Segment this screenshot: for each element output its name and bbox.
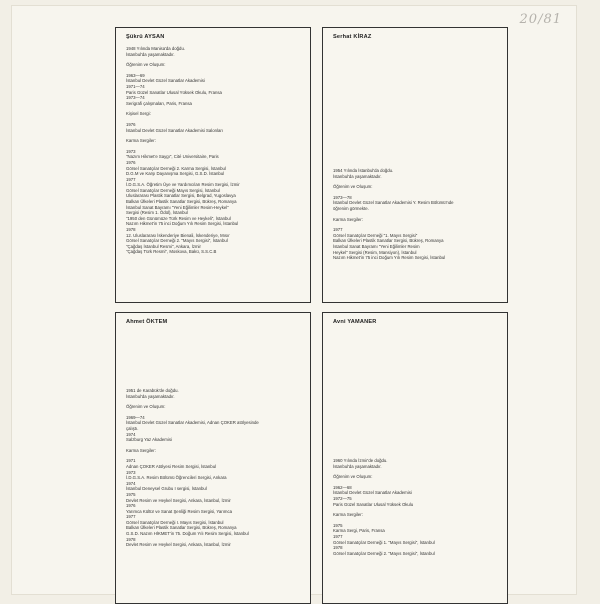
bio-line: 1978: [126, 536, 136, 542]
bio-line: İstanbul'da yaşamaktadır.: [126, 393, 175, 399]
bio-line: Öğrenim ve Oluşum:: [333, 474, 373, 480]
bio-line: Görsel Sanatçılar Derneği Mayıs Sergisi, İstanbul: [126, 187, 220, 193]
bio-line: "1950 den Günümüze Türk Resim ve Heykeli", İstanbul: [126, 215, 231, 221]
bio-line: 1974: [126, 431, 136, 437]
bio-line: Balkan Ülkeleri Plastik Sanatlar Sergisi, Bükreş, Romanya: [126, 525, 237, 531]
artist-panel-kiraz: [322, 27, 508, 303]
bio-line: Karma Sergiler:: [333, 216, 363, 222]
bio-line: 1973: [126, 469, 136, 475]
bio-line: 12. Uluslararası İskenderiye Bienali, İskenderiye, Mısır: [126, 232, 230, 238]
bio-line: Salzburg Yaz Akademisi: [126, 437, 172, 443]
bio-line: İstanbul Devlet Güzel Sanatlar Akademisi: [333, 490, 412, 496]
bio-line: Karma Sergiler:: [333, 512, 363, 518]
artist-name: Avni YAMANER: [333, 319, 377, 325]
bio-line: Nazım Hikmet'in 75 inci Doğum Yılı Resim Sergisi, İstanbul: [333, 255, 446, 261]
bio-line: İstanbul Devlet Güzel Sanatlar Akademisi Y. Resim Bölümü'nde: [333, 200, 454, 206]
bio-line: 1977: [126, 514, 136, 520]
bio-line: İstanbul'da yaşamaktadır.: [333, 173, 382, 179]
bio-line: Yarımca Kültür ve Sanat Şenliği Resim Sergisi, Yarımca: [126, 508, 233, 514]
bio-line: Devlet Resim ve Heykel Sergisi, Ankara, İstanbul, İzmir: [126, 497, 231, 503]
bio-line: İstanbul Sanat Bayramı "Yeni Eğilimler Resim: [333, 243, 420, 249]
bio-line: Nazım Hikmet'in 75 inci Doğum Yılı Resim Sergisi, İstanbul: [126, 221, 239, 227]
bio-line: 1977: [126, 176, 136, 182]
bio-line: "Çağdaş Türk Resmi", Moskova, Bakü, S.S.C.B: [126, 249, 217, 255]
catalog-page: [12, 6, 576, 594]
bio-line: 1977: [333, 227, 343, 233]
artist-biography: [126, 46, 304, 255]
bio-line: Adnan ÇOKER Atölyesi Resim Sergisi, İstanbul: [126, 463, 217, 469]
artist-biography: [126, 388, 304, 548]
bio-line: Balkan Ülkeleri Plastik Sanatlar Sergisi, Bükreş, Romanya: [126, 199, 237, 205]
bio-line: Öğrenim ve Oluşum:: [126, 404, 166, 410]
bio-line: 1976: [126, 121, 136, 127]
bio-line: "Çağdaş İstanbul Resmi", Ankara, İzmir: [126, 243, 201, 249]
bio-line: Devlet Resim ve Heykel Sergisi, Ankara, İstanbul, İzmir: [126, 542, 231, 548]
bio-line: Karma Sergi, Paris, Fransa: [333, 528, 385, 534]
bio-line: 1973—78: [333, 194, 352, 200]
bio-line: Görsel Sanatçılar Derneği 1. "Mayıs Sergisi", İstanbul: [333, 539, 435, 545]
bio-line: 1975: [126, 491, 136, 497]
bio-line: Karma Sergiler:: [126, 447, 156, 453]
artist-panel-aysan: [115, 27, 311, 303]
bio-line: İstanbul Sanat Bayramı "Yeni Eğilimler Resim-Heykel": [126, 204, 229, 210]
bio-line: Sergisi (Resim 1. Ödül), İstanbul: [126, 210, 188, 216]
bio-line: Görsel Sanatçılar Derneği 2. "Mayıs Sergisi", İstanbul: [126, 238, 228, 244]
bio-line: Paris Güzel Sanatlar Ulusal Yüksek Okulu, Fransa: [126, 89, 222, 95]
bio-line: İstanbul Devlet Güzel Sanatlar Akademisi Salonları: [126, 127, 223, 133]
bio-line: 1962—68: [333, 484, 352, 490]
bio-line: Görsel Sanatçılar Derneği 2. "Mayıs Sergisi", İstanbul: [333, 550, 435, 556]
bio-line: 1960 Yılında İzmir'de doğdu.: [333, 458, 388, 463]
bio-line: Balkan Ülkeleri Plastik Sanatlar Sergisi, Bükreş, Romanya: [333, 238, 444, 244]
artist-name: Serhat KİRAZ: [333, 34, 372, 40]
bio-line: 1977: [333, 533, 343, 539]
bio-line: İ.D.G.S.A. Resim Bölümü Öğrencileri Sergisi, Ankara: [126, 475, 227, 481]
bio-line: İstanbul Deneysel Grubu I sergisi, İstanbul: [126, 486, 207, 492]
bio-line: Serigrafi çalışmaları, Paris, Fransa: [126, 100, 192, 106]
bio-line: 1963—69: [126, 72, 145, 78]
artist-biography: [333, 168, 501, 261]
bio-line: Karma Sergiler:: [126, 138, 156, 144]
artist-panel-yamaner: [322, 312, 508, 604]
bio-line: G.S.D. Nazım HİKMET'in 75. Doğum Yılı Resim Sergisi, İstanbul: [126, 531, 249, 537]
bio-line: Heykel" Sergisi (Resim, Mansiyon), İstanbul: [333, 249, 417, 255]
bio-line: 1973—74: [126, 95, 145, 101]
bio-line: Görsel Sanatçılar Derneği I. Mayıs Sergisi, İstanbul: [126, 519, 224, 525]
bio-line: 1954 Yılında İstanbul'da doğdu.: [333, 168, 394, 173]
bio-line: 1976: [126, 503, 136, 509]
bio-line: İstanbul Devlet Güzel Sanatlar Akademisi, Adnan ÇOKER atölyesinde: [126, 420, 259, 426]
bio-line: 1976: [126, 159, 136, 165]
bio-line: İ.D.G.S.A. Öğretim Üye ve Yardımcıları Resim Sergisi, İzmir: [126, 182, 240, 188]
bio-line: İstanbul'da yaşamaktadır.: [333, 463, 382, 469]
bio-line: 1972—75: [333, 495, 352, 501]
bio-line: "Nazım Hikmet'e Saygı", Cité Universitaire, Paris: [126, 154, 219, 160]
bio-line: 1971: [126, 458, 136, 464]
bio-line: 1974: [126, 480, 136, 486]
bio-line: 1978: [333, 545, 343, 551]
bio-line: 1978: [126, 227, 136, 233]
bio-line: 1951 de Karabük'de doğdu.: [126, 388, 179, 393]
bio-line: Öğrenim ve Oluşum:: [333, 184, 373, 190]
bio-line: 1971—74: [126, 83, 145, 89]
artist-biography: [333, 458, 501, 556]
bio-line: Görsel Sanatçılar Derneği 2. Karma Sergisi, İstanbul: [126, 165, 226, 171]
bio-line: Paris Güzel Sanatlar Ulusal Yüksek Okulu: [333, 501, 414, 507]
artist-panel-oktem: [115, 312, 311, 604]
bio-line: İstanbul Devlet Güzel Sanatlar Akademisi: [126, 78, 205, 84]
bio-line: 1969—74: [126, 414, 145, 420]
bio-line: 1948 Yılında Manisa'da doğdu.: [126, 46, 186, 51]
bio-line: Öğrenim ve Oluşum:: [126, 62, 166, 68]
bio-line: 1973: [126, 148, 136, 154]
bio-line: çalıştı.: [126, 425, 139, 431]
bio-line: İstanbul'da yaşamaktadır.: [126, 51, 175, 57]
bio-line: D.G.M ve Karşı Dayanışma Sergisi, G.S.D. İstanbul: [126, 171, 225, 177]
artist-name: Şükrü AYSAN: [126, 34, 165, 40]
bio-line: Uluslararası Plastik Sanatlar Sergisi, Belgrad, Yugoslavya: [126, 193, 236, 199]
bio-line: Kişisel Sergi:: [126, 111, 151, 117]
bio-line: 1975: [333, 522, 343, 528]
artist-name: Ahmet ÖKTEM: [126, 319, 168, 325]
bio-line: Görsel Sanatçılar Derneği "1. Mayıs Sergisi": [333, 232, 418, 238]
handwritten-page-number: 20/81: [519, 12, 562, 27]
bio-line: öğrenim görmekte.: [333, 205, 369, 211]
